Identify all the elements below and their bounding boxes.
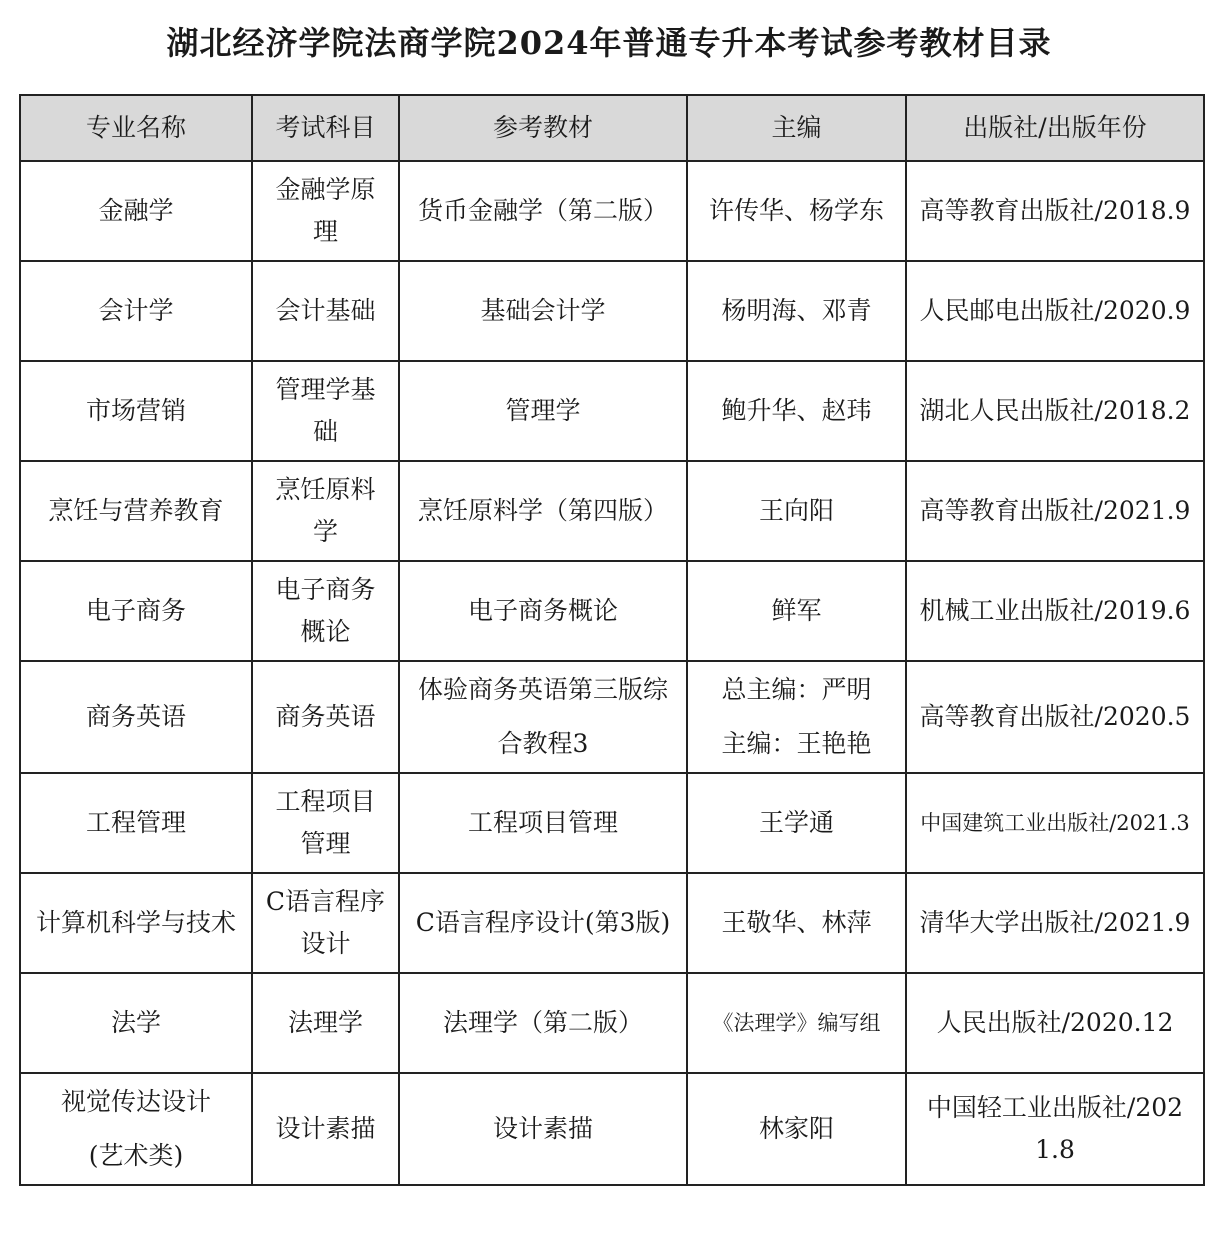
cell-publisher: 人民邮电出版社/2020.9 <box>906 261 1204 361</box>
cell-publisher: 高等教育出版社/2020.5 <box>906 661 1204 773</box>
header-publisher: 出版社/出版年份 <box>906 95 1204 161</box>
header-editor: 主编 <box>687 95 906 161</box>
cell-major: 法学 <box>20 973 252 1073</box>
cell-subject: 设计素描 <box>252 1073 399 1185</box>
page-title: 湖北经济学院法商学院2024年普通专升本考试参考教材目录 <box>166 24 1052 62</box>
cell-major: 工程管理 <box>20 773 252 873</box>
cell-major: 会计学 <box>20 261 252 361</box>
cell-major <box>20 1073 252 1185</box>
cell-major: 计算机科学与技术 <box>20 873 252 973</box>
cell-textbook: 体验商务英语第三版综合教程3 <box>399 661 687 773</box>
chief-editor-line: 总主编：严明 <box>721 675 872 704</box>
cell-major: 金融学 <box>20 161 252 261</box>
table-row <box>20 1073 1204 1185</box>
cell-subject: 管理学基础 <box>252 361 399 461</box>
cell-publisher: 高等教育出版社/2018.9 <box>906 161 1204 261</box>
cell-subject: 金融学原理 <box>252 161 399 261</box>
header-subject: 考试科目 <box>252 95 399 161</box>
cell-textbook: 管理学 <box>399 361 687 461</box>
cell-publisher: 中国建筑工业出版社/2021.3 <box>906 773 1204 873</box>
table-row <box>20 461 1204 561</box>
table-row <box>20 361 1204 461</box>
cell-editor: 王学通 <box>687 773 906 873</box>
table-row <box>20 973 1204 1073</box>
cell-textbook: 电子商务概论 <box>399 561 687 661</box>
cell-editor: 林家阳 <box>687 1073 906 1185</box>
table-row <box>20 161 1204 261</box>
editor-line: 主编：王艳艳 <box>721 729 872 758</box>
cell-subject: C语言程序设计 <box>252 873 399 973</box>
cell-textbook: 烹饪原料学（第四版） <box>399 461 687 561</box>
cell-editor: 王向阳 <box>687 461 906 561</box>
cell-major: 商务英语 <box>20 661 252 773</box>
cell-subject: 电子商务概论 <box>252 561 399 661</box>
cell-subject: 法理学 <box>252 973 399 1073</box>
cell-textbook: 工程项目管理 <box>399 773 687 873</box>
cell-editor: 《法理学》编写组 <box>687 973 906 1073</box>
major-category-line: (艺术类) <box>88 1141 184 1170</box>
table-header-row <box>20 95 1204 161</box>
cell-publisher: 湖北人民出版社/2018.2 <box>906 361 1204 461</box>
cell-publisher: 人民出版社/2020.12 <box>906 973 1204 1073</box>
table-row <box>20 561 1204 661</box>
table-row <box>20 873 1204 973</box>
cell-textbook: 货币金融学（第二版） <box>399 161 687 261</box>
cell-subject: 会计基础 <box>252 261 399 361</box>
cell-publisher: 清华大学出版社/2021.9 <box>906 873 1204 973</box>
cell-editor: 许传华、杨学东 <box>687 161 906 261</box>
cell-subject: 商务英语 <box>252 661 399 773</box>
cell-subject: 工程项目管理 <box>252 773 399 873</box>
cell-textbook: 法理学（第二版） <box>399 973 687 1073</box>
major-name-line: 视觉传达设计 <box>60 1087 211 1116</box>
table-row <box>20 773 1204 873</box>
header-major: 专业名称 <box>20 95 252 161</box>
cell-editor: 杨明海、邓青 <box>687 261 906 361</box>
cell-textbook: 设计素描 <box>399 1073 687 1185</box>
textbook-catalog-table <box>19 94 1205 1186</box>
cell-publisher: 中国轻工业出版社/2021.8 <box>906 1073 1204 1185</box>
cell-major: 电子商务 <box>20 561 252 661</box>
cell-publisher: 机械工业出版社/2019.6 <box>906 561 1204 661</box>
table-row <box>20 261 1204 361</box>
table-row <box>20 661 1204 773</box>
cell-textbook: 基础会计学 <box>399 261 687 361</box>
cell-editor <box>687 661 906 773</box>
cell-major: 市场营销 <box>20 361 252 461</box>
cell-textbook: C语言程序设计(第3版) <box>399 873 687 973</box>
cell-major: 烹饪与营养教育 <box>20 461 252 561</box>
cell-editor: 鲍升华、赵玮 <box>687 361 906 461</box>
cell-publisher: 高等教育出版社/2021.9 <box>906 461 1204 561</box>
cell-subject: 烹饪原料学 <box>252 461 399 561</box>
cell-editor: 王敬华、林萍 <box>687 873 906 973</box>
cell-editor: 鲜军 <box>687 561 906 661</box>
header-textbook: 参考教材 <box>399 95 687 161</box>
